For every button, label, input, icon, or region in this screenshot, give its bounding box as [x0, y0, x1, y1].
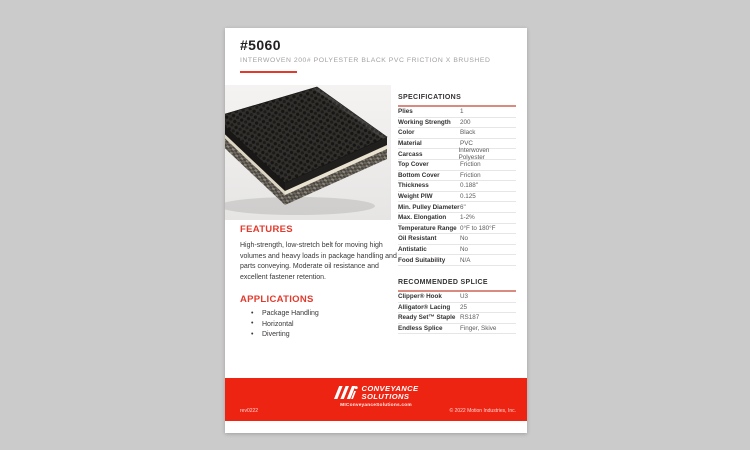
spec-value: N/A [460, 256, 471, 264]
mi-logo-icon [333, 385, 358, 400]
spec-label: Working Strength [398, 118, 451, 126]
spec-value: No [460, 235, 469, 243]
table-row [398, 303, 516, 314]
spec-value: 0°F to 180°F [460, 224, 496, 232]
logo-wordmark [361, 385, 418, 400]
spec-label: Weight PIW [398, 193, 433, 201]
spec-label: Bottom Cover [398, 171, 440, 179]
spec-label: Color [398, 129, 415, 137]
splice-value: RS187 [460, 314, 480, 322]
spec-label: Oil Resistant [398, 235, 437, 243]
spec-label: Max. Elongation [398, 214, 447, 222]
table-row [398, 107, 516, 118]
list-item: • Package Handling [240, 310, 398, 317]
logo-line2: SOLUTIONS [361, 391, 410, 401]
spec-value: 1 [460, 108, 464, 116]
table-row [398, 181, 516, 192]
spec-label: Min. Pulley Diameter [398, 203, 460, 211]
table-row [398, 192, 516, 203]
spec-label: Food Suitability [398, 256, 446, 264]
spec-value: 6" [460, 203, 466, 211]
spec-value: 0.188" [460, 182, 478, 190]
spec-label: Temperature Range [398, 224, 457, 232]
list-item: • Horizontal [240, 321, 398, 328]
spec-label: Antistatic [398, 246, 427, 254]
page-footer [225, 378, 527, 421]
table-row [398, 255, 516, 266]
specifications-table [398, 107, 516, 266]
table-row [398, 313, 516, 324]
table-row [398, 234, 516, 245]
table-row [398, 202, 516, 213]
table-row [398, 245, 516, 256]
product-title: INTERWOVEN 200# POLYESTER BLACK PVC FRICTION X BRUSHED [240, 57, 491, 64]
spec-value: No [460, 246, 469, 254]
datasheet-page [225, 28, 527, 433]
product-number: #5060 [240, 37, 281, 53]
spec-value: 0.125 [460, 193, 476, 201]
spec-label: Material [398, 140, 422, 148]
spec-label: Thickness [398, 182, 429, 190]
page-header [240, 37, 490, 73]
splice-value: 25 [460, 303, 468, 311]
copyright-label: © 2022 Motion Industries, Inc. [449, 408, 516, 414]
table-row [398, 160, 516, 171]
revision-label: rev0222 [240, 408, 259, 414]
recommended-splice-table [398, 292, 516, 334]
recommended-splice-section [398, 279, 516, 334]
features-body: High-strength, low-stretch belt for moving high volumes and heavy loads in package handling and parts conveying. Moderate oil resistance and excellent fastener retention. [240, 242, 397, 281]
website-url: MIConveyanceSolutions.com [340, 402, 412, 408]
table-row [398, 118, 516, 129]
right-column [398, 94, 516, 334]
spec-label: Plies [398, 108, 413, 116]
applications-section [240, 294, 398, 338]
splice-label: Clipper® Hook [398, 293, 442, 301]
spec-label: Top Cover [398, 161, 429, 169]
table-row [398, 292, 516, 303]
applications-heading: APPLICATIONS [240, 294, 314, 305]
table-row [398, 213, 516, 224]
table-row [398, 324, 516, 335]
splice-label: Ready Set™ Staple [398, 314, 456, 322]
recommended-splice-heading: RECOMMENDED SPLICE [398, 279, 516, 292]
product-photo [225, 85, 391, 220]
features-heading: FEATURES [240, 224, 293, 235]
brand-logo [225, 385, 527, 408]
spec-value: Friction [460, 171, 481, 179]
applications-list [240, 310, 398, 338]
logo-line1: CONVEYANCE [361, 384, 419, 394]
left-column [240, 224, 398, 342]
table-row [398, 224, 516, 235]
table-row [398, 128, 516, 139]
spec-value: 1-2% [460, 214, 475, 222]
red-divider [240, 71, 297, 73]
splice-label: Alligator® Lacing [398, 303, 451, 311]
splice-value: U3 [460, 293, 469, 301]
belt-swatch-illustration [225, 85, 391, 220]
spec-value: 200 [460, 118, 471, 126]
spec-value: Black [460, 129, 476, 137]
spec-value: Friction [460, 161, 481, 169]
spec-value: Interwoven Polyester [458, 147, 490, 162]
specifications-heading: SPECIFICATIONS [398, 94, 516, 107]
splice-value: Finger, Skive [460, 324, 497, 332]
table-row [398, 171, 516, 182]
spec-value: PVC [460, 140, 473, 148]
list-item: • Diverting [240, 331, 398, 338]
splice-label: Endless Splice [398, 324, 443, 332]
spec-label: Carcass [398, 150, 423, 158]
table-row [398, 149, 516, 160]
